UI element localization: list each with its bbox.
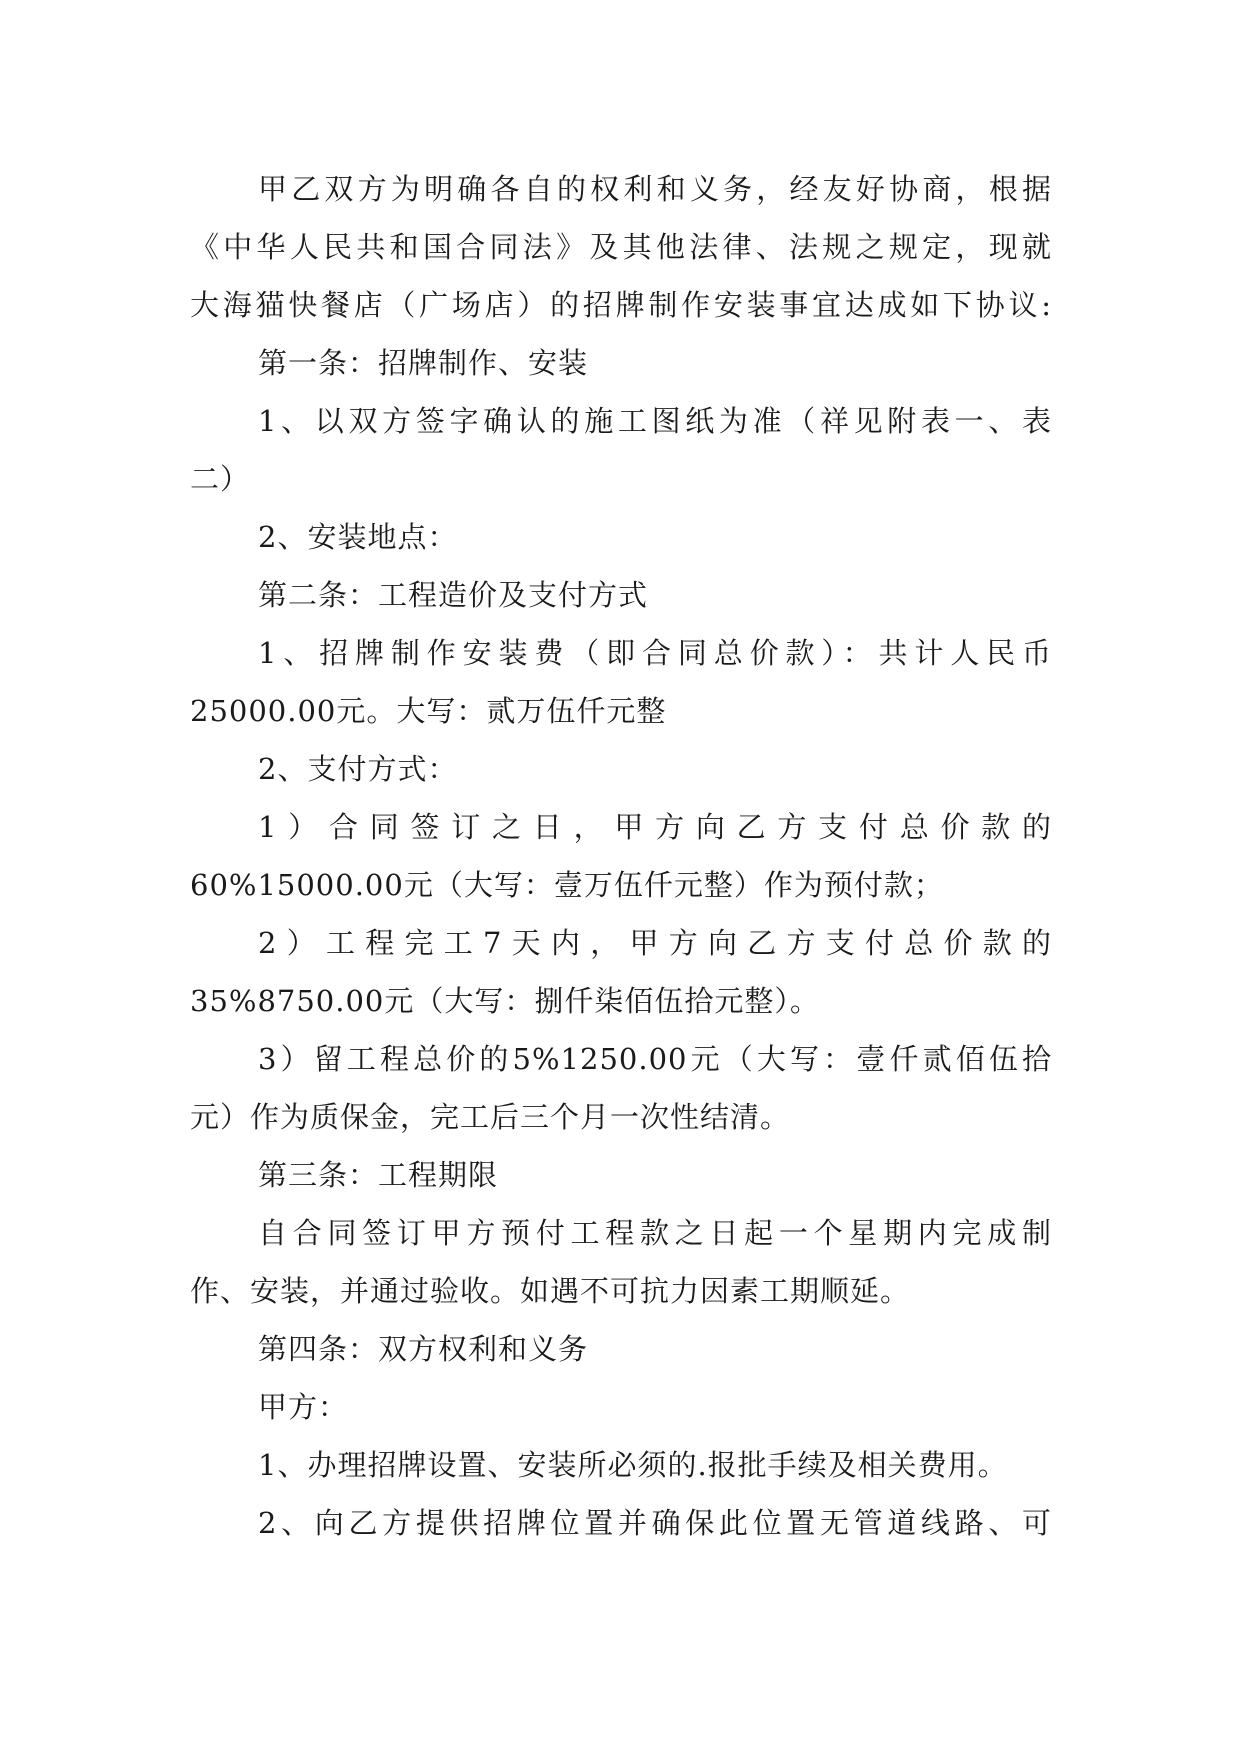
paragraph-line: 作、安装，并通过验收。如遇不可抗力因素工期顺延。 (190, 1274, 911, 1308)
section-heading-3: 第三条：工程期限 (258, 1158, 499, 1192)
paragraph-line: 1、办理招牌设置、安装所必须的.报批手续及相关费用。 (258, 1448, 1008, 1482)
contract-body (190, 160, 1052, 1552)
paragraph-line: 35%8750.00元（大写：捌仟柒佰伍拾元整）。 (190, 984, 820, 1018)
paragraph-line: 2、安装地点： (258, 520, 458, 554)
section-heading-1: 第一条：招牌制作、安装 (258, 346, 589, 380)
paragraph-line: 25000.00元。大写：贰万伍仟元整 (190, 694, 667, 728)
paragraph-line: 2、向乙方提供招牌位置并确保此位置无管道线路、可 (258, 1506, 1052, 1540)
paragraph-line: 甲乙双方为明确各自的权利和义务，经友好协商，根据 (258, 172, 1052, 206)
paragraph-line: 1、招牌制作安装费（即合同总价款）：共计人民币 (258, 636, 1052, 670)
paragraph-line: 大海猫快餐店（广场店）的招牌制作安装事宜达成如下协议: (190, 288, 1052, 322)
party-a-label: 甲方： (258, 1390, 349, 1424)
paragraph-line: 《中华人民共和国合同法》及其他法律、法规之规定，现就 (190, 230, 1052, 264)
section-heading-2: 第二条：工程造价及支付方式 (258, 578, 649, 612)
paragraph-line: 1）合同签订之日，甲方向乙方支付总价款的 (258, 810, 1052, 844)
paragraph-line: 自合同签订甲方预付工程款之日起一个星期内完成制 (258, 1216, 1052, 1250)
paragraph-line: 元）作为质保金，完工后三个月一次性结清。 (190, 1100, 791, 1134)
paragraph-line: 3）留工程总价的5%1250.00元（大写：壹仟贰佰伍拾 (258, 1042, 1052, 1076)
paragraph-line: 二） (190, 462, 251, 496)
paragraph-line: 2、支付方式： (258, 752, 458, 786)
paragraph-line: 1、以双方签字确认的施工图纸为准（祥见附表一、表 (258, 404, 1052, 438)
paragraph-line: 2）工程完工7天内，甲方向乙方支付总价款的 (258, 926, 1052, 960)
section-heading-4: 第四条：双方权利和义务 (258, 1332, 589, 1366)
paragraph-line: 60%15000.00元（大写：壹万伍仟元整）作为预付款； (190, 868, 944, 902)
